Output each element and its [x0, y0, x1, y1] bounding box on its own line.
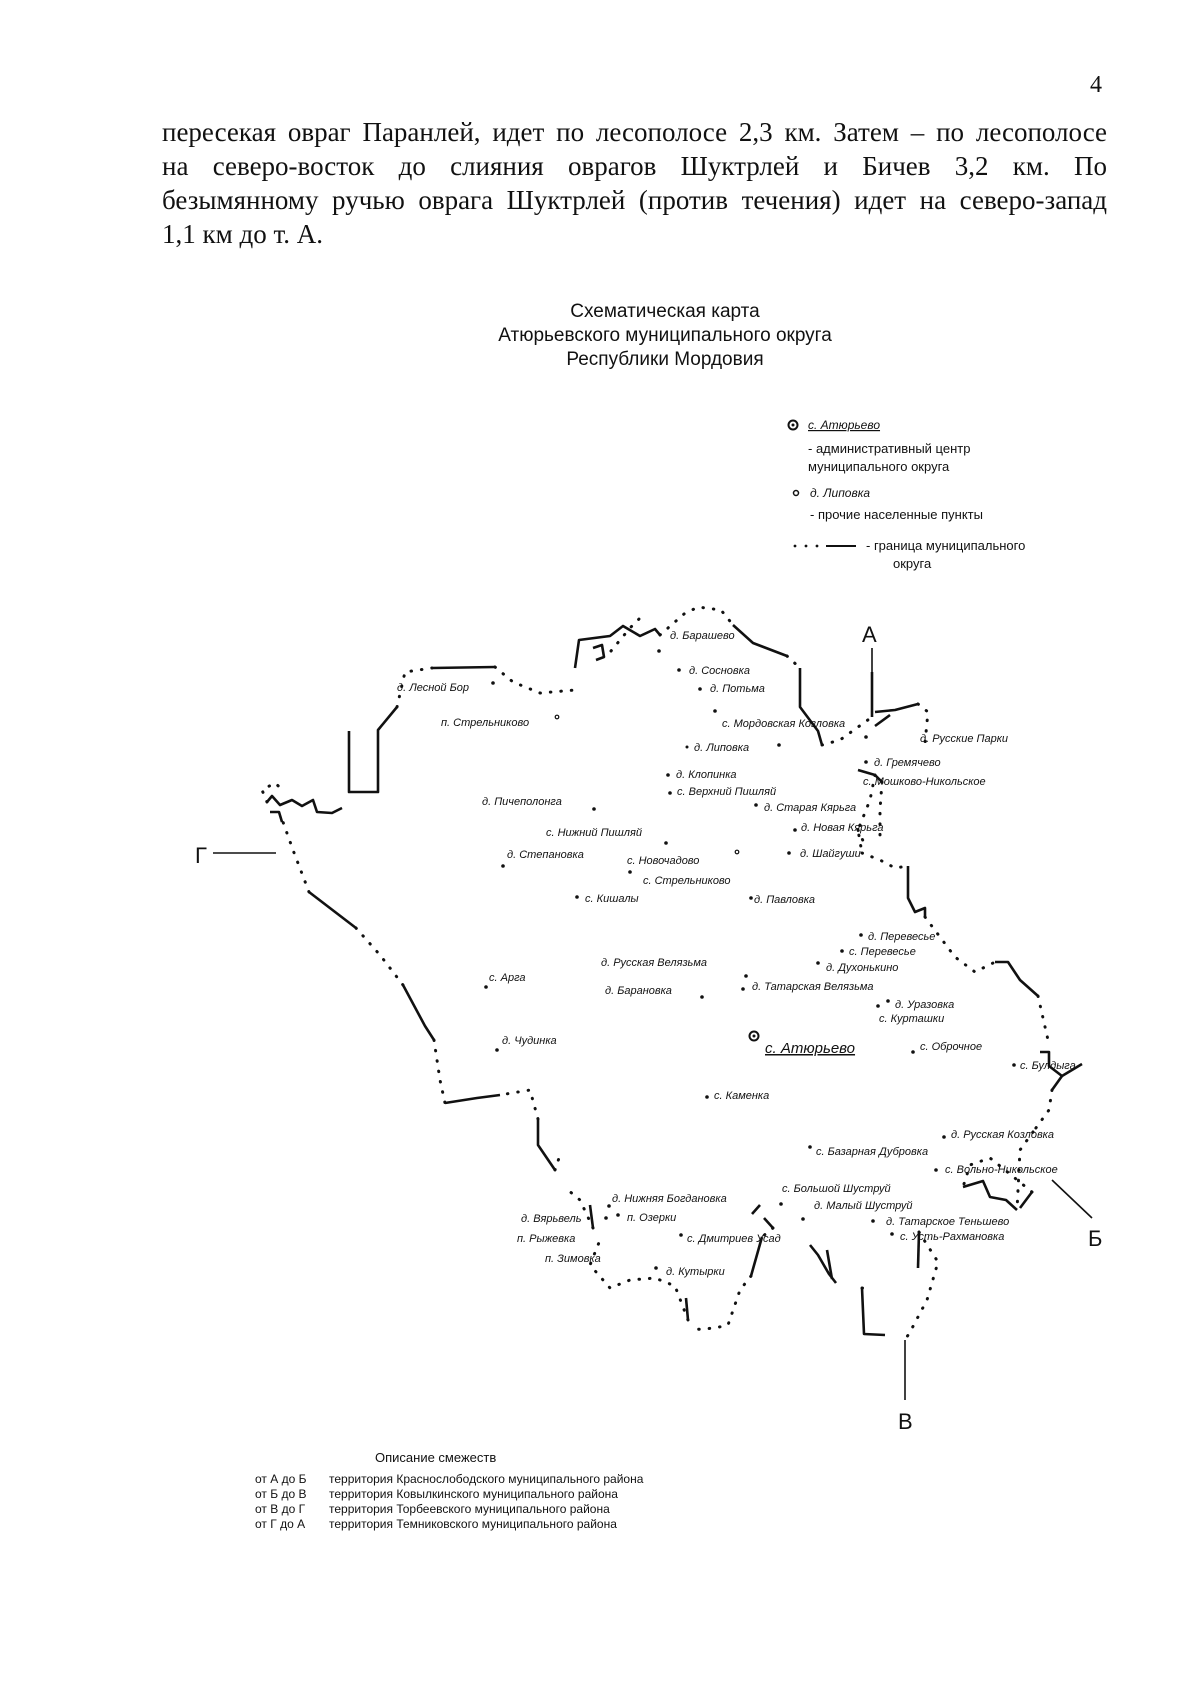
settlement-label: с. Мошково-Никольское [863, 776, 986, 788]
corner-markers [213, 648, 1092, 1400]
adjacency-text: территория Ковылкинского муниципального района [329, 1487, 618, 1501]
settlement-label: д. Духонькино [826, 962, 899, 974]
legend-boundary-desc: - граница муниципального [866, 538, 1026, 553]
settlement-label: д. Пичеполонга [482, 796, 562, 808]
settlement-label: д. Гремячево [874, 757, 941, 769]
settlement-label: с. Перевесье [849, 946, 916, 958]
settlement-label: с. Стрельниково [643, 875, 731, 887]
settlement-labels [397, 630, 1076, 1278]
settlement-label: с. Нижний Пишляй [546, 827, 643, 839]
settlement-label: п. Стрельниково [441, 717, 530, 729]
settlement-label: с. Верхний Пишляй [677, 786, 777, 798]
adjacency-row [255, 1487, 643, 1502]
settlement-label: д. Потьма [710, 683, 765, 695]
settlement-label: д. Лесной Бор [397, 682, 469, 694]
map-title-line: Схематическая карта [570, 301, 760, 322]
settlement-label: с. Арга [489, 972, 526, 984]
adjacency-row [255, 1502, 643, 1517]
settlement-label: д. Перевесье [868, 931, 936, 943]
adjacency-range: от В до Г [255, 1502, 306, 1516]
settlement-label: п. Зимовка [545, 1253, 601, 1265]
paragraph-line: на северо-восток до слияния оврагов Шуктрлей и Бичев 3,2 км. По [162, 151, 1107, 181]
settlement-label: с. Булдыга [1020, 1060, 1076, 1072]
corner-v-label: В [898, 1409, 913, 1434]
paragraph-line: безымянному ручью оврага Шуктрлей (против течения) идет на северо-запад [162, 185, 1107, 215]
adjacency-title: Описание смежеств [375, 1450, 497, 1465]
admin-center-marker [750, 1032, 759, 1041]
settlement-label: с. Курташки [879, 1013, 945, 1025]
settlement-label: д. Барановка [605, 985, 672, 997]
boundary-legend-icon [794, 545, 856, 548]
settlement-label: д. Татарская Велязьма [752, 981, 874, 993]
settlement-label: с. Усть-Рахмановка [900, 1231, 1005, 1243]
district-boundary [267, 625, 1082, 1335]
settlement-label: с. Кишалы [585, 893, 639, 905]
settlement-legend-icon [794, 491, 799, 496]
settlement-label: д. Старая Кярьга [764, 802, 857, 814]
adjacency-row [255, 1472, 643, 1487]
adjacency-list [255, 1472, 643, 1532]
settlement-label: д. Степановка [507, 849, 584, 861]
settlement-label: д. Липовка [694, 742, 750, 754]
legend-admin-center-name: с. Атюрьево [808, 418, 881, 432]
adjacency-row [255, 1517, 643, 1532]
legend-settlement-desc: - прочие населенные пункты [810, 507, 983, 522]
settlement-label: д. Барашево [670, 630, 735, 642]
settlement-label: с. Большой Шуструй [782, 1183, 891, 1195]
settlement-label: п. Рыжевка [517, 1233, 576, 1245]
corner-a-label: А [862, 622, 877, 647]
admin-center-label: с. Атюрьево [765, 1040, 856, 1057]
paragraph-line: 1,1 км до т. А. [162, 219, 323, 249]
map-title-line: Республики Мордовия [566, 349, 764, 370]
settlement-label: с. Новочадово [627, 855, 700, 867]
settlement-label: с. Базарная Дубровка [816, 1146, 929, 1158]
settlement-label: д. Русские Парки [920, 733, 1009, 745]
settlement-label: д. Русская Велязьма [601, 957, 707, 969]
settlement-label: с. Вольно-Никольское [945, 1164, 1058, 1176]
corner-b-label: Б [1088, 1226, 1103, 1251]
map-title-line: Атюрьевского муниципального округа [498, 325, 832, 346]
settlement-label: с. Дмитриев Усад [687, 1233, 781, 1245]
settlement-label: с. Оброчное [920, 1041, 983, 1053]
settlement-label: д. Павловка [754, 894, 816, 906]
settlement-label: д. Кутырки [666, 1266, 725, 1278]
settlement-label: д. Нижняя Богдановка [612, 1193, 727, 1205]
adjacency-range: от А до Б [255, 1472, 307, 1486]
settlement-label: д. Чудинка [502, 1035, 557, 1047]
settlement-label: п. Озерки [627, 1212, 677, 1224]
settlement-label: д. Клопинка [676, 769, 737, 781]
settlement-label: д. Татарское Теньшево [886, 1216, 1010, 1228]
settlement-label: с. Мордовская Козловка [722, 718, 846, 730]
adjacency-text: территория Краснослободского муниципального района [329, 1472, 644, 1486]
legend-admin-center-desc: муниципального округа [808, 459, 950, 474]
settlement-label: д. Уразовка [895, 999, 955, 1011]
settlement-label: д. Шайгуши [800, 848, 861, 860]
page-number: 4 [1090, 72, 1102, 98]
map-legend [789, 418, 1026, 571]
adjacency-text: территория Торбеевского муниципального района [329, 1502, 610, 1516]
corner-b-line [1052, 1180, 1092, 1218]
legend-settlement-example: д. Липовка [810, 486, 871, 500]
settlement-label: д. Вярьвель [521, 1213, 582, 1225]
legend-boundary-desc: округа [893, 556, 932, 571]
adjacency-range: от Б до В [255, 1487, 307, 1501]
settlement-label: д. Русская Козловка [951, 1129, 1054, 1141]
corner-g-label: Г [195, 843, 207, 868]
legend-admin-center-desc: - административный центр [808, 441, 971, 456]
settlement-label: с. Каменка [714, 1090, 770, 1102]
adjacency-text: территория Темниковского муниципального района [329, 1517, 617, 1531]
paragraph-line: пересекая овраг Паранлей, идет по лесополосе 2,3 км. Затем – по лесополосе [162, 117, 1107, 147]
settlement-label: д. Новая Кярьга [801, 822, 884, 834]
settlement-label: д. Сосновка [689, 665, 750, 677]
adjacency-range: от Г до А [255, 1517, 306, 1531]
settlement-label: д. Малый Шуструй [814, 1200, 913, 1212]
